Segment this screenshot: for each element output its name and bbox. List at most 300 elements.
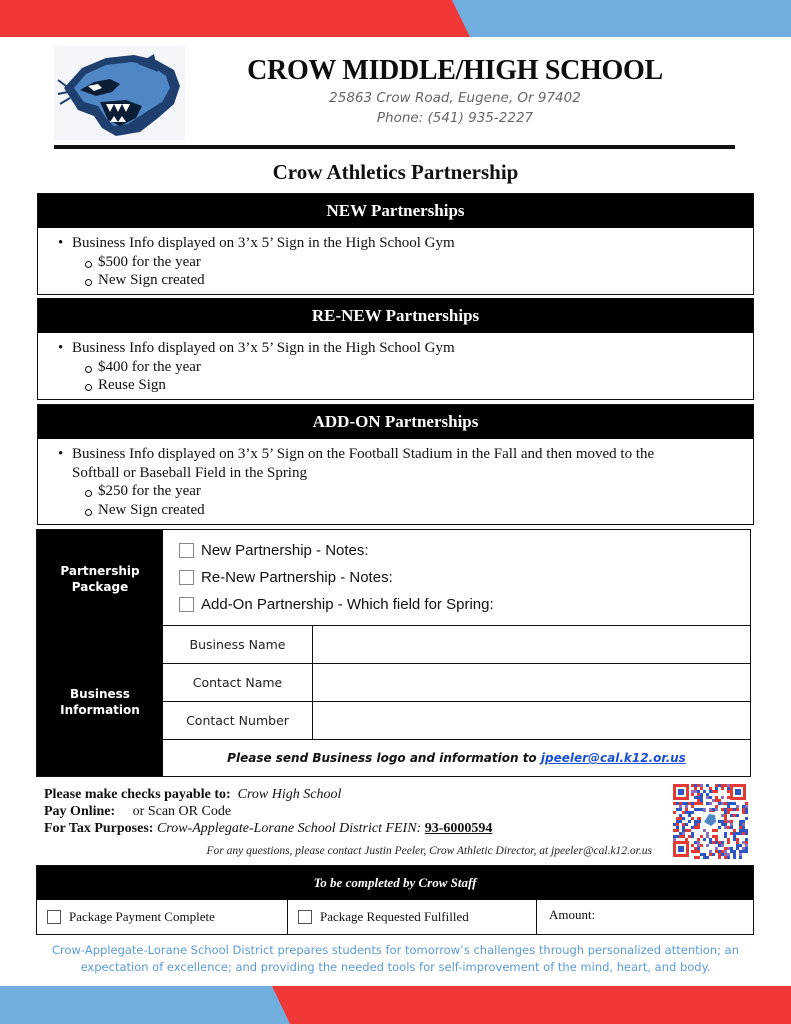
qr-module: [745, 847, 748, 850]
qr-module: [739, 823, 742, 826]
page-title: Crow Athletics Partnership: [272, 160, 519, 184]
qr-module: [697, 823, 700, 826]
qr-module: [724, 853, 727, 856]
qr-module: [682, 829, 685, 832]
qr-module: [691, 793, 694, 796]
qr-module: [676, 820, 679, 823]
qr-module: [685, 802, 688, 805]
qr-module: [727, 805, 730, 808]
qr-module: [718, 820, 721, 823]
qr-module: [721, 850, 724, 853]
qr-module: [742, 805, 745, 808]
staff-label: Package Requested Fulfilled: [320, 909, 469, 924]
qr-module: [682, 832, 685, 835]
qr-module: [739, 829, 742, 832]
tax-value: Crow-Applegate-Lorane School District FEIN:: [156, 821, 422, 836]
qr-module: [745, 832, 748, 835]
qr-module: [706, 802, 709, 805]
qr-module: [688, 802, 691, 805]
qr-module: [688, 835, 691, 838]
tier-heading: RE-NEW Partnerships: [38, 299, 753, 333]
option-label: New Partnership - Notes:: [201, 542, 369, 559]
qr-module: [727, 856, 730, 859]
qr-module: [691, 817, 694, 820]
qr-module: [673, 811, 676, 814]
qr-module: [739, 856, 742, 859]
qr-module: [721, 796, 724, 799]
checkbox[interactable]: [179, 570, 194, 585]
qr-module: [712, 853, 715, 856]
qr-module: [727, 802, 730, 805]
qr-module: [724, 814, 727, 817]
qr-module: [706, 835, 709, 838]
tier-bullet: [72, 445, 741, 482]
qr-module: [694, 826, 697, 829]
qr-module: [679, 802, 682, 805]
qr-module: [745, 850, 748, 853]
qr-module: [697, 808, 700, 811]
form-side-labels: [37, 530, 163, 776]
business-label-line: Business: [70, 687, 130, 701]
qr-module: [700, 808, 703, 811]
questions-note: For any questions, please contact Justin Peeler, Crow Athletic Director, at jpeeler@cal.k12.or.us: [206, 845, 652, 857]
qr-module: [718, 844, 721, 847]
qr-module: [700, 802, 703, 805]
qr-module: [745, 805, 748, 808]
tier-heading: ADD-ON Partnerships: [38, 405, 753, 439]
qr-module: [682, 835, 685, 838]
checkbox[interactable]: [179, 543, 194, 558]
qr-module: [733, 808, 736, 811]
checks-label: Please make checks payable to:: [44, 787, 231, 802]
qr-module: [691, 826, 694, 829]
qr-module: [709, 796, 712, 799]
qr-module: [694, 802, 697, 805]
qr-module: [724, 808, 727, 811]
qr-module: [721, 844, 724, 847]
qr-module: [730, 820, 733, 823]
qr-module: [739, 820, 742, 823]
business-info-label: [37, 686, 163, 718]
qr-module: [733, 853, 736, 856]
qr-module: [745, 817, 748, 820]
fein-number: 93-6000594: [424, 821, 493, 836]
tier-bullet-line: Business Info displayed on 3’x 5’ Sign on the Football Stadium in the Fall and then moved to the: [72, 446, 655, 462]
qr-module: [691, 844, 694, 847]
qr-module: [742, 841, 745, 844]
qr-module: [724, 832, 727, 835]
qr-module: [715, 850, 718, 853]
qr-module: [715, 787, 718, 790]
qr-module: [685, 838, 688, 841]
qr-module: [730, 832, 733, 835]
qr-module: [727, 853, 730, 856]
qr-module: [712, 808, 715, 811]
qr-module: [697, 820, 700, 823]
qr-module: [724, 820, 727, 823]
qr-module: [688, 829, 691, 832]
option-label: Re-New Partnership - Notes:: [201, 569, 393, 586]
qr-module: [679, 835, 682, 838]
mission-statement: [30, 942, 761, 976]
amount-cell[interactable]: [537, 900, 753, 934]
qr-module: [703, 790, 706, 793]
qr-module: [679, 808, 682, 811]
qr-module: [715, 796, 718, 799]
qr-module: [715, 841, 718, 844]
qr-module: [706, 793, 709, 796]
tax-line: [44, 820, 492, 837]
qr-module: [697, 817, 700, 820]
qr-module: [736, 841, 739, 844]
qr-module: [715, 784, 718, 787]
top-color-band: [0, 0, 791, 37]
qr-module: [706, 856, 709, 859]
qr-module: [685, 805, 688, 808]
qr-module: [733, 850, 736, 853]
school-name: CROW MIDDLE/HIGH SCHOOL: [247, 55, 663, 86]
tier-renew: [37, 298, 754, 400]
qr-code-icon[interactable]: [671, 782, 748, 859]
qr-module: [736, 805, 739, 808]
qr-module: [700, 793, 703, 796]
qr-module: [718, 799, 721, 802]
business-name-field[interactable]: [163, 626, 750, 664]
qr-module: [706, 832, 709, 835]
qr-module: [742, 808, 745, 811]
qr-module: [724, 802, 727, 805]
tier-sub-bullet: New Sign created: [72, 501, 741, 520]
qr-module: [673, 835, 676, 838]
qr-module: [676, 802, 679, 805]
qr-module: [721, 808, 724, 811]
qr-module: [742, 820, 745, 823]
qr-module: [694, 850, 697, 853]
qr-module: [694, 823, 697, 826]
qr-module: [718, 853, 721, 856]
qr-module: [679, 805, 682, 808]
qr-module: [676, 808, 679, 811]
qr-module: [742, 811, 745, 814]
tier-sub-bullet: New Sign created: [72, 271, 741, 290]
tier-sub-bullet: $500 for the year: [72, 253, 741, 272]
qr-module: [706, 796, 709, 799]
qr-module: [697, 844, 700, 847]
qr-module: [733, 814, 736, 817]
qr-module: [724, 826, 727, 829]
qr-module: [682, 823, 685, 826]
qr-module: [727, 784, 730, 787]
qr-module: [736, 808, 739, 811]
qr-module: [685, 811, 688, 814]
qr-module: [694, 787, 697, 790]
qr-module: [706, 844, 709, 847]
qr-module: [742, 850, 745, 853]
qr-module: [715, 790, 718, 793]
package-label: [37, 563, 163, 595]
qr-module: [697, 790, 700, 793]
qr-module: [727, 808, 730, 811]
fulfilled-cell[interactable]: [288, 900, 537, 934]
qr-module: [742, 823, 745, 826]
qr-module: [676, 826, 679, 829]
qr-module: [724, 784, 727, 787]
qr-module: [724, 847, 727, 850]
qr-module: [736, 838, 739, 841]
qr-module: [676, 817, 679, 820]
qr-module: [700, 787, 703, 790]
qr-module: [745, 829, 748, 832]
qr-module: [676, 835, 679, 838]
send-note-text: Please send Business logo and information to: [227, 751, 541, 765]
package-options: [163, 530, 750, 626]
qr-module: [739, 832, 742, 835]
qr-module: [715, 847, 718, 850]
qr-module: [709, 808, 712, 811]
qr-module: [709, 787, 712, 790]
field-label: Contact Name: [163, 664, 313, 701]
online-label: Pay Online:: [44, 804, 116, 819]
qr-module: [718, 856, 721, 859]
qr-module: [691, 790, 694, 793]
qr-module: [694, 796, 697, 799]
qr-module: [694, 847, 697, 850]
field-label: Contact Number: [163, 702, 313, 739]
tier-bullet: • Business Info displayed on 3’x 5’ Sign in the High School Gym: [72, 339, 741, 358]
email-link[interactable]: jpeeler@cal.k12.or.us: [540, 751, 686, 765]
qr-module: [721, 802, 724, 805]
qr-module: [727, 841, 730, 844]
qr-module: [679, 820, 682, 823]
header-divider: [54, 145, 735, 149]
qr-module: [709, 850, 712, 853]
qr-module: [712, 799, 715, 802]
qr-module: [697, 796, 700, 799]
qr-module: [727, 787, 730, 790]
option-renew[interactable]: [179, 569, 393, 586]
qr-module: [733, 802, 736, 805]
qr-module: [694, 784, 697, 787]
qr-module: [730, 814, 733, 817]
qr-module: [727, 790, 730, 793]
qr-module: [721, 823, 724, 826]
option-new[interactable]: [179, 542, 369, 559]
qr-module: [703, 829, 706, 832]
qr-module: [736, 844, 739, 847]
qr-module: [700, 799, 703, 802]
school-address: 25863 Crow Road, Eugene, Or 97402: [329, 90, 581, 106]
qr-module: [697, 841, 700, 844]
qr-module: [733, 832, 736, 835]
qr-module: [721, 841, 724, 844]
qr-module: [700, 853, 703, 856]
qr-module: [727, 820, 730, 823]
online-value: or Scan OR Code: [132, 804, 232, 819]
qr-module: [745, 844, 748, 847]
qr-module: [676, 823, 679, 826]
package-label-line: Partnership: [60, 564, 140, 578]
qr-module: [688, 820, 691, 823]
qr-module: [724, 823, 727, 826]
qr-module: [697, 799, 700, 802]
qr-module: [691, 832, 694, 835]
tier-sub-bullet: $250 for the year: [72, 482, 741, 501]
qr-module: [709, 841, 712, 844]
qr-module: [679, 832, 682, 835]
tier-new: [37, 193, 754, 295]
qr-module: [709, 838, 712, 841]
qr-module: [694, 841, 697, 844]
qr-module: [697, 856, 700, 859]
qr-module: [730, 850, 733, 853]
qr-module: [673, 829, 676, 832]
qr-module: [700, 835, 703, 838]
tier-bullet-line: Softball or Baseball Field in the Spring: [72, 464, 307, 481]
tier-sub-bullet: $400 for the year: [72, 358, 741, 377]
tier-addon: [37, 404, 754, 525]
qr-module: [739, 844, 742, 847]
qr-module: [682, 811, 685, 814]
bottom-color-band: [0, 986, 791, 1024]
qr-module: [733, 838, 736, 841]
qr-module: [682, 826, 685, 829]
qr-module: [709, 790, 712, 793]
qr-module: [736, 814, 739, 817]
checks-value: Crow High School: [237, 787, 342, 802]
business-label-line: Information: [60, 703, 140, 717]
staff-section: [36, 865, 754, 935]
qr-module: [724, 817, 727, 820]
qr-module: [685, 829, 688, 832]
qr-module: [673, 802, 676, 805]
qr-module: [694, 790, 697, 793]
qr-module: [721, 814, 724, 817]
qr-module: [673, 838, 676, 841]
qr-module: [676, 829, 679, 832]
qr-module: [697, 847, 700, 850]
qr-module: [745, 811, 748, 814]
qr-module: [730, 847, 733, 850]
qr-module: [718, 826, 721, 829]
qr-module: [721, 820, 724, 823]
checkbox[interactable]: [179, 597, 194, 612]
qr-module: [715, 835, 718, 838]
qr-module: [727, 847, 730, 850]
qr-module: [730, 823, 733, 826]
contact-number-field[interactable]: [163, 702, 750, 740]
qr-module: [739, 826, 742, 829]
qr-module: [715, 838, 718, 841]
checkbox[interactable]: [47, 910, 61, 924]
qr-module: [745, 808, 748, 811]
qr-module: [715, 799, 718, 802]
tier-heading: NEW Partnerships: [38, 194, 753, 228]
qr-module: [691, 784, 694, 787]
qr-module: [745, 841, 748, 844]
payment-complete-cell[interactable]: [37, 900, 288, 934]
qr-module: [727, 826, 730, 829]
qr-module: [715, 829, 718, 832]
qr-module: [730, 808, 733, 811]
qr-module: [724, 835, 727, 838]
option-label: Add-On Partnership - Which field for Spring:: [201, 596, 494, 613]
qr-module: [685, 808, 688, 811]
qr-module: [691, 811, 694, 814]
qr-module: [700, 796, 703, 799]
partnership-form: [36, 529, 751, 777]
qr-module: [727, 811, 730, 814]
package-label-line: Package: [71, 580, 129, 594]
qr-module: [688, 811, 691, 814]
checks-payable-line: [44, 786, 341, 803]
amount-label: Amount:: [549, 907, 596, 922]
qr-module: [742, 847, 745, 850]
qr-module: [724, 850, 727, 853]
qr-module: [697, 793, 700, 796]
qr-module: [718, 850, 721, 853]
qr-module: [709, 802, 712, 805]
qr-module: [694, 856, 697, 859]
qr-module: [688, 814, 691, 817]
qr-module: [697, 850, 700, 853]
mission-line: Crow-Applegate-Lorane School District prepares students for tomorrow’s challenges through personalized attention; an: [51, 943, 739, 957]
qr-module: [682, 817, 685, 820]
staff-label: Package Payment Complete: [69, 909, 215, 924]
qr-module: [712, 790, 715, 793]
qr-module: [691, 802, 694, 805]
qr-module: [721, 784, 724, 787]
contact-name-field[interactable]: [163, 664, 750, 702]
qr-module: [745, 838, 748, 841]
qr-module: [694, 820, 697, 823]
qr-module: [712, 841, 715, 844]
qr-module: [721, 787, 724, 790]
qr-module: [730, 802, 733, 805]
qr-module: [718, 802, 721, 805]
qr-module: [733, 856, 736, 859]
tier-bullet: • Business Info displayed on 3’x 5’ Sign in the High School Gym: [72, 234, 741, 253]
qr-module: [742, 832, 745, 835]
qr-module: [739, 850, 742, 853]
checkbox[interactable]: [298, 910, 312, 924]
qr-module: [703, 838, 706, 841]
qr-module: [730, 826, 733, 829]
staff-heading: To be completed by Crow Staff: [37, 866, 753, 900]
qr-module: [718, 784, 721, 787]
option-addon[interactable]: [179, 596, 494, 613]
tax-label: For Tax Purposes:: [44, 821, 154, 836]
qr-module: [697, 826, 700, 829]
send-logo-note: [163, 740, 750, 776]
qr-module: [733, 835, 736, 838]
qr-module: [703, 853, 706, 856]
qr-module: [703, 856, 706, 859]
qr-module: [715, 805, 718, 808]
qr-module: [733, 829, 736, 832]
qr-module: [745, 802, 748, 805]
qr-module: [679, 814, 682, 817]
qr-module: [691, 835, 694, 838]
qr-module: [724, 811, 727, 814]
qr-module: [736, 832, 739, 835]
qr-module: [709, 853, 712, 856]
cougar-mascot-icon: [54, 46, 185, 140]
qr-module: [691, 850, 694, 853]
qr-module: [727, 838, 730, 841]
qr-module: [697, 802, 700, 805]
school-phone: Phone: (541) 935-2227: [376, 110, 534, 126]
tier-sub-bullet: Reuse Sign: [72, 376, 741, 395]
